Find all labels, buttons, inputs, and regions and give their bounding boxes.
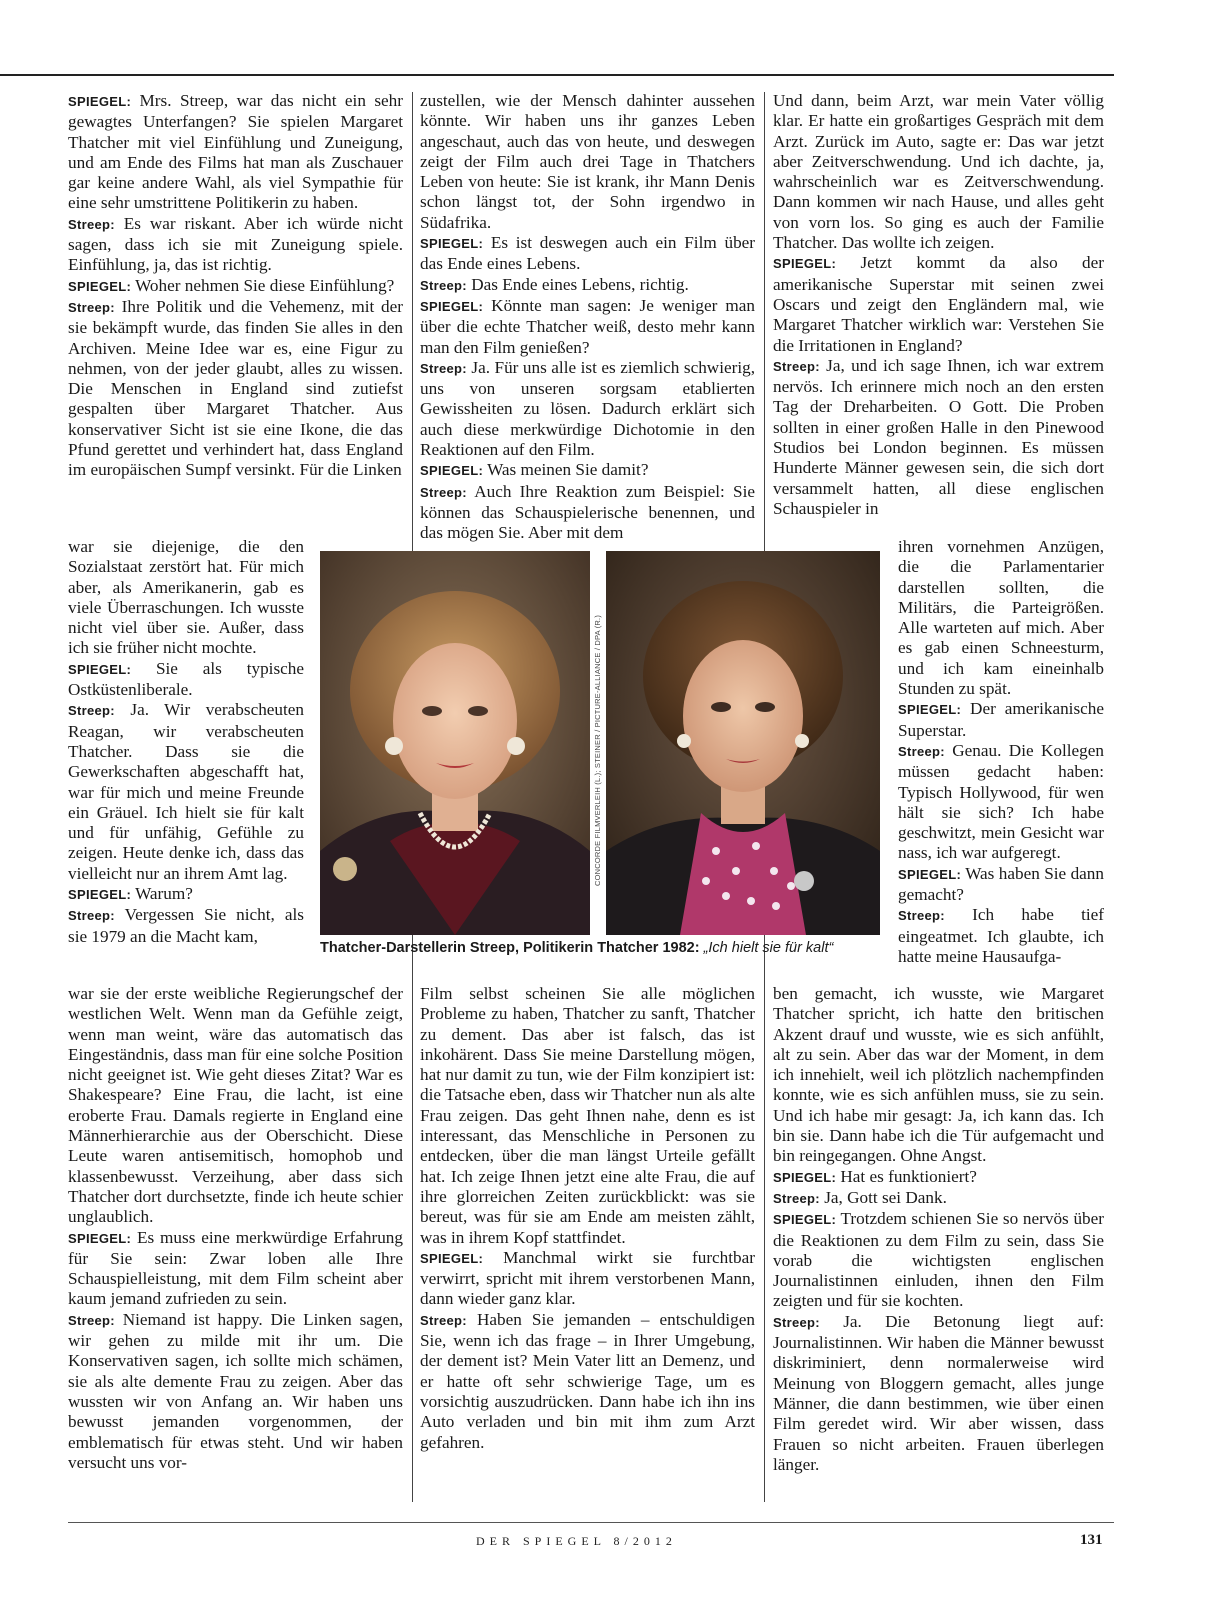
paragraph: [898, 864, 1104, 906]
col1-bottom: [68, 984, 403, 1473]
speaker-label: Streep:: [68, 1312, 115, 1328]
paragraph: [420, 984, 755, 1248]
paragraph: [420, 275, 755, 296]
paragraph-text: Auch Ihre Reaktion zum Beispiel: Sie können das Schauspielerische benennen, und das mögen Sie. Aber mit dem: [420, 481, 755, 543]
paragraph-text: Genau. Die Kollegen müssen gedacht haben: Typisch Hollywood, für wen hält sie sich? Ich habe geschwitzt, mein Gesicht war nass, ich war aufgeregt.: [898, 740, 1104, 863]
speaker-label: SPIEGEL:: [68, 887, 132, 903]
paragraph-text: Und dann, beim Arzt, war mein Vater völlig klar. Er hatte ein großartiges Gespräch mit dem Arzt. Zurück im Auto, sagte er: Das war jetzt aber Zeitverschwendung. Und ich dachte, ja, wahrscheinlich war es Zeitverschwendung. Dann kommen wir nach Hause, und alles geht von vorn los. So ging es auch der Familie Thatcher. Das wollte ich zeigen.: [773, 91, 1104, 253]
speaker-label: Streep:: [420, 484, 467, 500]
paragraph-text: Warum?: [135, 884, 193, 904]
footer-magazine: DER SPIEGEL 8/2012: [476, 1534, 677, 1548]
paragraph: [420, 358, 755, 460]
paragraph-text: Niemand ist happy. Die Linken sagen, wir gehen zu milde mit ihr um. Die Konservativen sagen, ich sollte mich schämen, sie als alte demente Frau zu zeigen. Aber das wussten wir von Anfang an. Wir haben uns bewusst jemanden vorgenommen, der emblematisch für etwas steht. Und wir haben versucht uns vor-: [68, 1309, 404, 1472]
paragraph: [773, 1312, 1104, 1475]
paragraph: [420, 296, 755, 358]
paragraph: [420, 233, 755, 275]
speaker-label: SPIEGEL:: [68, 661, 132, 677]
speaker-label: Streep:: [773, 1314, 820, 1330]
paragraph: [68, 91, 403, 214]
paragraph-text: Haben Sie jemanden – entschuldigen Sie, wenn ich das frage – in Ihrer Umgebung, der dement ist? Mein Vater litt an Demenz, und er hatte oft sehr schwierige Tage, um es vorsichtig auszudrücken. Dann habe ich ihn ins Auto verladen und bin mit ihm zum Arzt gefahren.: [420, 1309, 755, 1452]
caption-lead: Thatcher-Darstellerin Streep, Politikerin Thatcher 1982:: [320, 940, 700, 956]
paragraph-text: Ja. Die Betonung liegt auf: Journalistinnen. Wir haben die Männer bewusst diskriminiert, denn normalerweise wird Meinung von Bloggern gemacht, alles junge Männer, die dann bestimmen, wie über einen Film geredet wird. Wir aber wissen, dass Frauen so nicht arbeiten. Frauen überlegen länger.: [773, 1311, 1104, 1474]
col1-top: [68, 91, 403, 481]
paragraph: [898, 741, 1104, 864]
speaker-label: SPIEGEL:: [420, 1250, 484, 1266]
paragraph-text: war sie der erste weibliche Regierungschef der westlichen Welt. Wenn man da Gefühle zeigt, wenn man weint, wäre das automatisch das Eingeständnis, dass man für eine solche Position nicht geeignet ist. Wie geht dieses Zitat? War es Shakespeare? Eine Frau, die lacht, ist eine eroberte Frau. Damals regierte in England eine Männerhierarchie aus der Oberschicht. Diese Leute waren antisemitisch, homophob und klassenbewusst. Verzeihung, aber dass sich Thatcher dort durchsetzte, finde ich heute schier unglaublich.: [68, 984, 403, 1227]
paragraph: [773, 91, 1104, 253]
speaker-label: Streep:: [420, 277, 467, 293]
paragraph-text: Der amerikanische Superstar.: [898, 699, 1104, 740]
paragraph: [420, 91, 755, 233]
caption-quote: „Ich hielt sie für kalt“: [703, 940, 834, 956]
paragraph-text: Jetzt kommt da also der amerikanische Superstar mit seinen zwei Oscars und zeigt den Engländern mal, wie Margaret Thatcher wirklich war: Verstehen Sie die Irritationen in England?: [773, 253, 1104, 355]
speaker-label: SPIEGEL:: [773, 1212, 837, 1228]
paragraph: [68, 700, 304, 884]
col2-bottom: [420, 984, 755, 1453]
paragraph: [420, 1248, 755, 1310]
speaker-label: Streep:: [68, 908, 115, 924]
speaker-label: SPIEGEL:: [773, 256, 837, 272]
page-number: 131: [1080, 1532, 1103, 1548]
speaker-label: SPIEGEL:: [68, 94, 132, 109]
paragraph: [420, 482, 755, 544]
paragraph: [68, 659, 304, 701]
speaker-label: Streep:: [68, 216, 115, 232]
paragraph-text: Trotzdem schienen Sie so nervös über die Reaktionen zu dem Film zu sein, dass Sie vorab die wichtigsten englischen Journalistinnen einluden, ihnen den Film zeigten und für sie kochten.: [773, 1209, 1104, 1311]
speaker-label: Streep:: [420, 360, 467, 376]
paragraph-text: Ihre Politik und die Vehemenz, mit der sie bekämpft wurde, das finden Sie alles in den Archiven. Meine Idee war es, eine Figur zu nehmen, von der jeder glaubt, alles zu wissen. Die Menschen in England sind zutiefst gespalten über Margaret Thatcher. Aus konservativer Sicht ist sie eine Ikone, die das Pfund gerettet und verhindert hat, dass England im europäischen Sumpf versinkt. Für die Linken: [68, 296, 404, 480]
photo-streep: [320, 551, 590, 935]
bottom-rule: [68, 1522, 1114, 1523]
speaker-label: SPIEGEL:: [68, 278, 132, 294]
paragraph: [773, 1209, 1104, 1311]
speaker-label: Streep:: [773, 1190, 820, 1206]
paragraph: [68, 214, 403, 276]
paragraph-text: Ja. Wir verabscheuten Reagan, wir verabscheuten Thatcher. Dass sie die Gewerkschaften abgeschafft hat, war für mich und meine Freunde ein Gräuel. Ich hielt sie für kalt und für unfähig, Gefühle zu zeigen. Heute denke ich, dass das vielleicht nur an ihrem Amt lag.: [68, 700, 305, 883]
paragraph-text: Es ist deswegen auch ein Film über das Ende eines Lebens.: [420, 233, 756, 274]
speaker-label: Streep:: [68, 703, 115, 719]
paragraph: [420, 460, 755, 481]
speaker-label: Streep:: [773, 358, 820, 374]
paragraph: [68, 884, 304, 905]
paragraph-text: Sie als typische Ostküstenliberale.: [68, 658, 304, 700]
speaker-label: Streep:: [420, 1312, 467, 1328]
speaker-label: SPIEGEL:: [420, 463, 484, 479]
photo-caption: [320, 939, 880, 957]
paragraph-text: Manchmal wirkt sie furchtbar verwirrt, spricht mit ihrem verstorbenen Mann, dann wieder ganz klar.: [420, 1247, 755, 1309]
paragraph-text: Mrs. Streep, war das nicht ein sehr gewagtes Unterfangen? Sie spielen Margaret Thatcher mit viel Einfühlung und Zuneigung, und am Ende des Films hat man als Zuschauer gar keine andere Wahl, als viel Sympathie für eine sehr umstrittene Politikerin zu haben.: [68, 91, 403, 213]
paragraph: [68, 1228, 403, 1310]
paragraph-text: Ich habe tief eingeatmet. Ich glaubte, ich hatte meine Hausaufga-: [898, 905, 1105, 966]
paragraph: [68, 984, 403, 1228]
paragraph-text: war sie diejenige, die den Sozialstaat zerstört hat. Für mich aber, als Amerikanerin, gab es viele Überraschungen. Ich wusste nicht viel über sie. Außer, dass ich sie früher nicht mochte.: [68, 537, 304, 658]
speaker-label: SPIEGEL:: [898, 702, 962, 718]
paragraph-text: Woher nehmen Sie diese Einfühlung?: [135, 275, 395, 295]
col3-top: [773, 91, 1104, 519]
paragraph-text: Es war riskant. Aber ich würde nicht sagen, dass ich sie mit Zuneigung spiele. Einfühlung, ja, das ist richtig.: [68, 213, 403, 275]
paragraph-text: Vergessen Sie nicht, als sie 1979 an die Macht kam,: [68, 905, 304, 946]
paragraph: [68, 276, 403, 297]
paragraph: [420, 1310, 755, 1453]
photo-credit: CONCORDE FILMVERLEIH (L.); STEINER / PICTURE-ALLIANCE / DPA (R.): [593, 614, 602, 886]
speaker-label: SPIEGEL:: [420, 298, 484, 314]
speaker-label: Streep:: [898, 908, 945, 924]
paragraph-text: Ja, Gott sei Dank.: [824, 1187, 947, 1207]
paragraph-text: Film selbst scheinen Sie alle möglichen Probleme zu haben, Thatcher zu sanft, Thatcher zu dement. Das aber ist falsch, das ist inkohärent. Dass Sie meine Darstellung mögen, hat nur damit zu tun, wie der Film konzipiert ist: die Tatsache eben, dass wir Thatcher nun als alte Frau zeigen. Das geht Ihnen nahe, denn es ist interessant, das Menschliche in Personen zu entdecken, über die man längst Urteile gefällt hat. Ich zeige Ihnen jetzt eine alte Frau, die auf ihre glorreichen Zeiten zurückblickt: was sie bereut, was für sie am Ende am meisten zählt, was in ihrem Kopf stattfindet.: [420, 984, 755, 1247]
paragraph: [68, 905, 304, 947]
top-rule: [0, 74, 1114, 76]
paragraph: [773, 1167, 1104, 1188]
paragraph-text: Könnte man sagen: Je weniger man über die echte Thatcher weiß, desto mehr kann man den Film genießen?: [420, 295, 755, 357]
paragraph-text: Ja. Für uns alle ist es ziemlich schwierig, uns von unseren sorgsam etablierten Gewissheiten zu lösen. Dadurch erklärt sich auch diese merkwürdige Dichotomie in den Reaktionen auf den Film.: [420, 357, 755, 460]
photo-thatcher: [606, 551, 880, 935]
speaker-label: SPIEGEL:: [898, 866, 962, 882]
paragraph-text: Es muss eine merkwürdige Erfahrung für Sie sein: Zwar loben alle Ihre Schauspielleistung, mit dem Film scheint aber kaum jemand zufrieden zu sein.: [68, 1227, 403, 1309]
paragraph-text: Das Ende eines Lebens, richtig.: [471, 274, 689, 294]
col3-bottom: [773, 984, 1104, 1475]
paragraph: [773, 356, 1104, 519]
paragraph-text: Ja, und ich sage Ihnen, ich war extrem nervös. Ich erinnere mich noch an den ersten Tag der Dreharbeiten. O Gott. Die Proben sollten in einer großen Halle in den Pinewood Studios bei London beginnen. Es müssen Hunderte Männer gewesen sein, die sich dort versammelt hatten, all diese englischen Schauspieler in: [773, 355, 1104, 518]
paragraph: [68, 1310, 403, 1473]
paragraph: [773, 253, 1104, 355]
speaker-label: SPIEGEL:: [420, 236, 484, 252]
paragraph-text: Hat es funktioniert?: [840, 1166, 977, 1186]
paragraph: [68, 297, 403, 481]
paragraph-text: ben gemacht, ich wusste, wie Margaret Thatcher spricht, ich hatte den britischen Akzent drauf und wusste, wie es sich anfühlt, alt zu sein. Aber das war der Moment, in dem ich innehielt, weil ich plötzlich nachempfinden konnte, wie es sich anfühlen muss, sie zu sein. Und ich habe mir gesagt: Ja, ich kann das. Ich bin sie. Dann habe ich die Tür aufgemacht und bin reingegangen. Ohne Angst.: [773, 984, 1104, 1166]
paragraph-text: ihren vornehmen Anzügen, die die Parlamentarier darstellen sollten, die Militärs, die Parteigrößen. Alle warteten auf mich. Aber es gab einen Schneesturm, und ich kam eineinhalb Stunden zu spät.: [898, 537, 1104, 699]
paragraph-text: Was haben Sie dann gemacht?: [898, 863, 1104, 905]
paragraph: [898, 699, 1104, 741]
col3-mid: [898, 537, 1104, 967]
speaker-label: SPIEGEL:: [68, 1230, 132, 1246]
speaker-label: Streep:: [68, 299, 115, 315]
paragraph: [898, 537, 1104, 699]
paragraph: [68, 537, 304, 659]
paragraph: [773, 984, 1104, 1167]
speaker-label: Streep:: [898, 743, 945, 759]
speaker-label: SPIEGEL:: [773, 1169, 837, 1185]
col2-top: [420, 91, 755, 544]
paragraph-text: Was meinen Sie damit?: [487, 460, 649, 480]
paragraph: [773, 1188, 1104, 1209]
paragraph-text: zustellen, wie der Mensch dahinter aussehen könnte. Wir haben uns ihr ganzes Leben angeschaut, auch das von heute, und deswegen zeigt der Film auch drei Tage in Thatchers Leben von heute: Sie ist krank, ihr Mann Denis schon längst tot, der Sohn irgendwo in Südafrika.: [420, 91, 755, 232]
col1-mid: [68, 537, 304, 947]
paragraph: [898, 905, 1104, 967]
